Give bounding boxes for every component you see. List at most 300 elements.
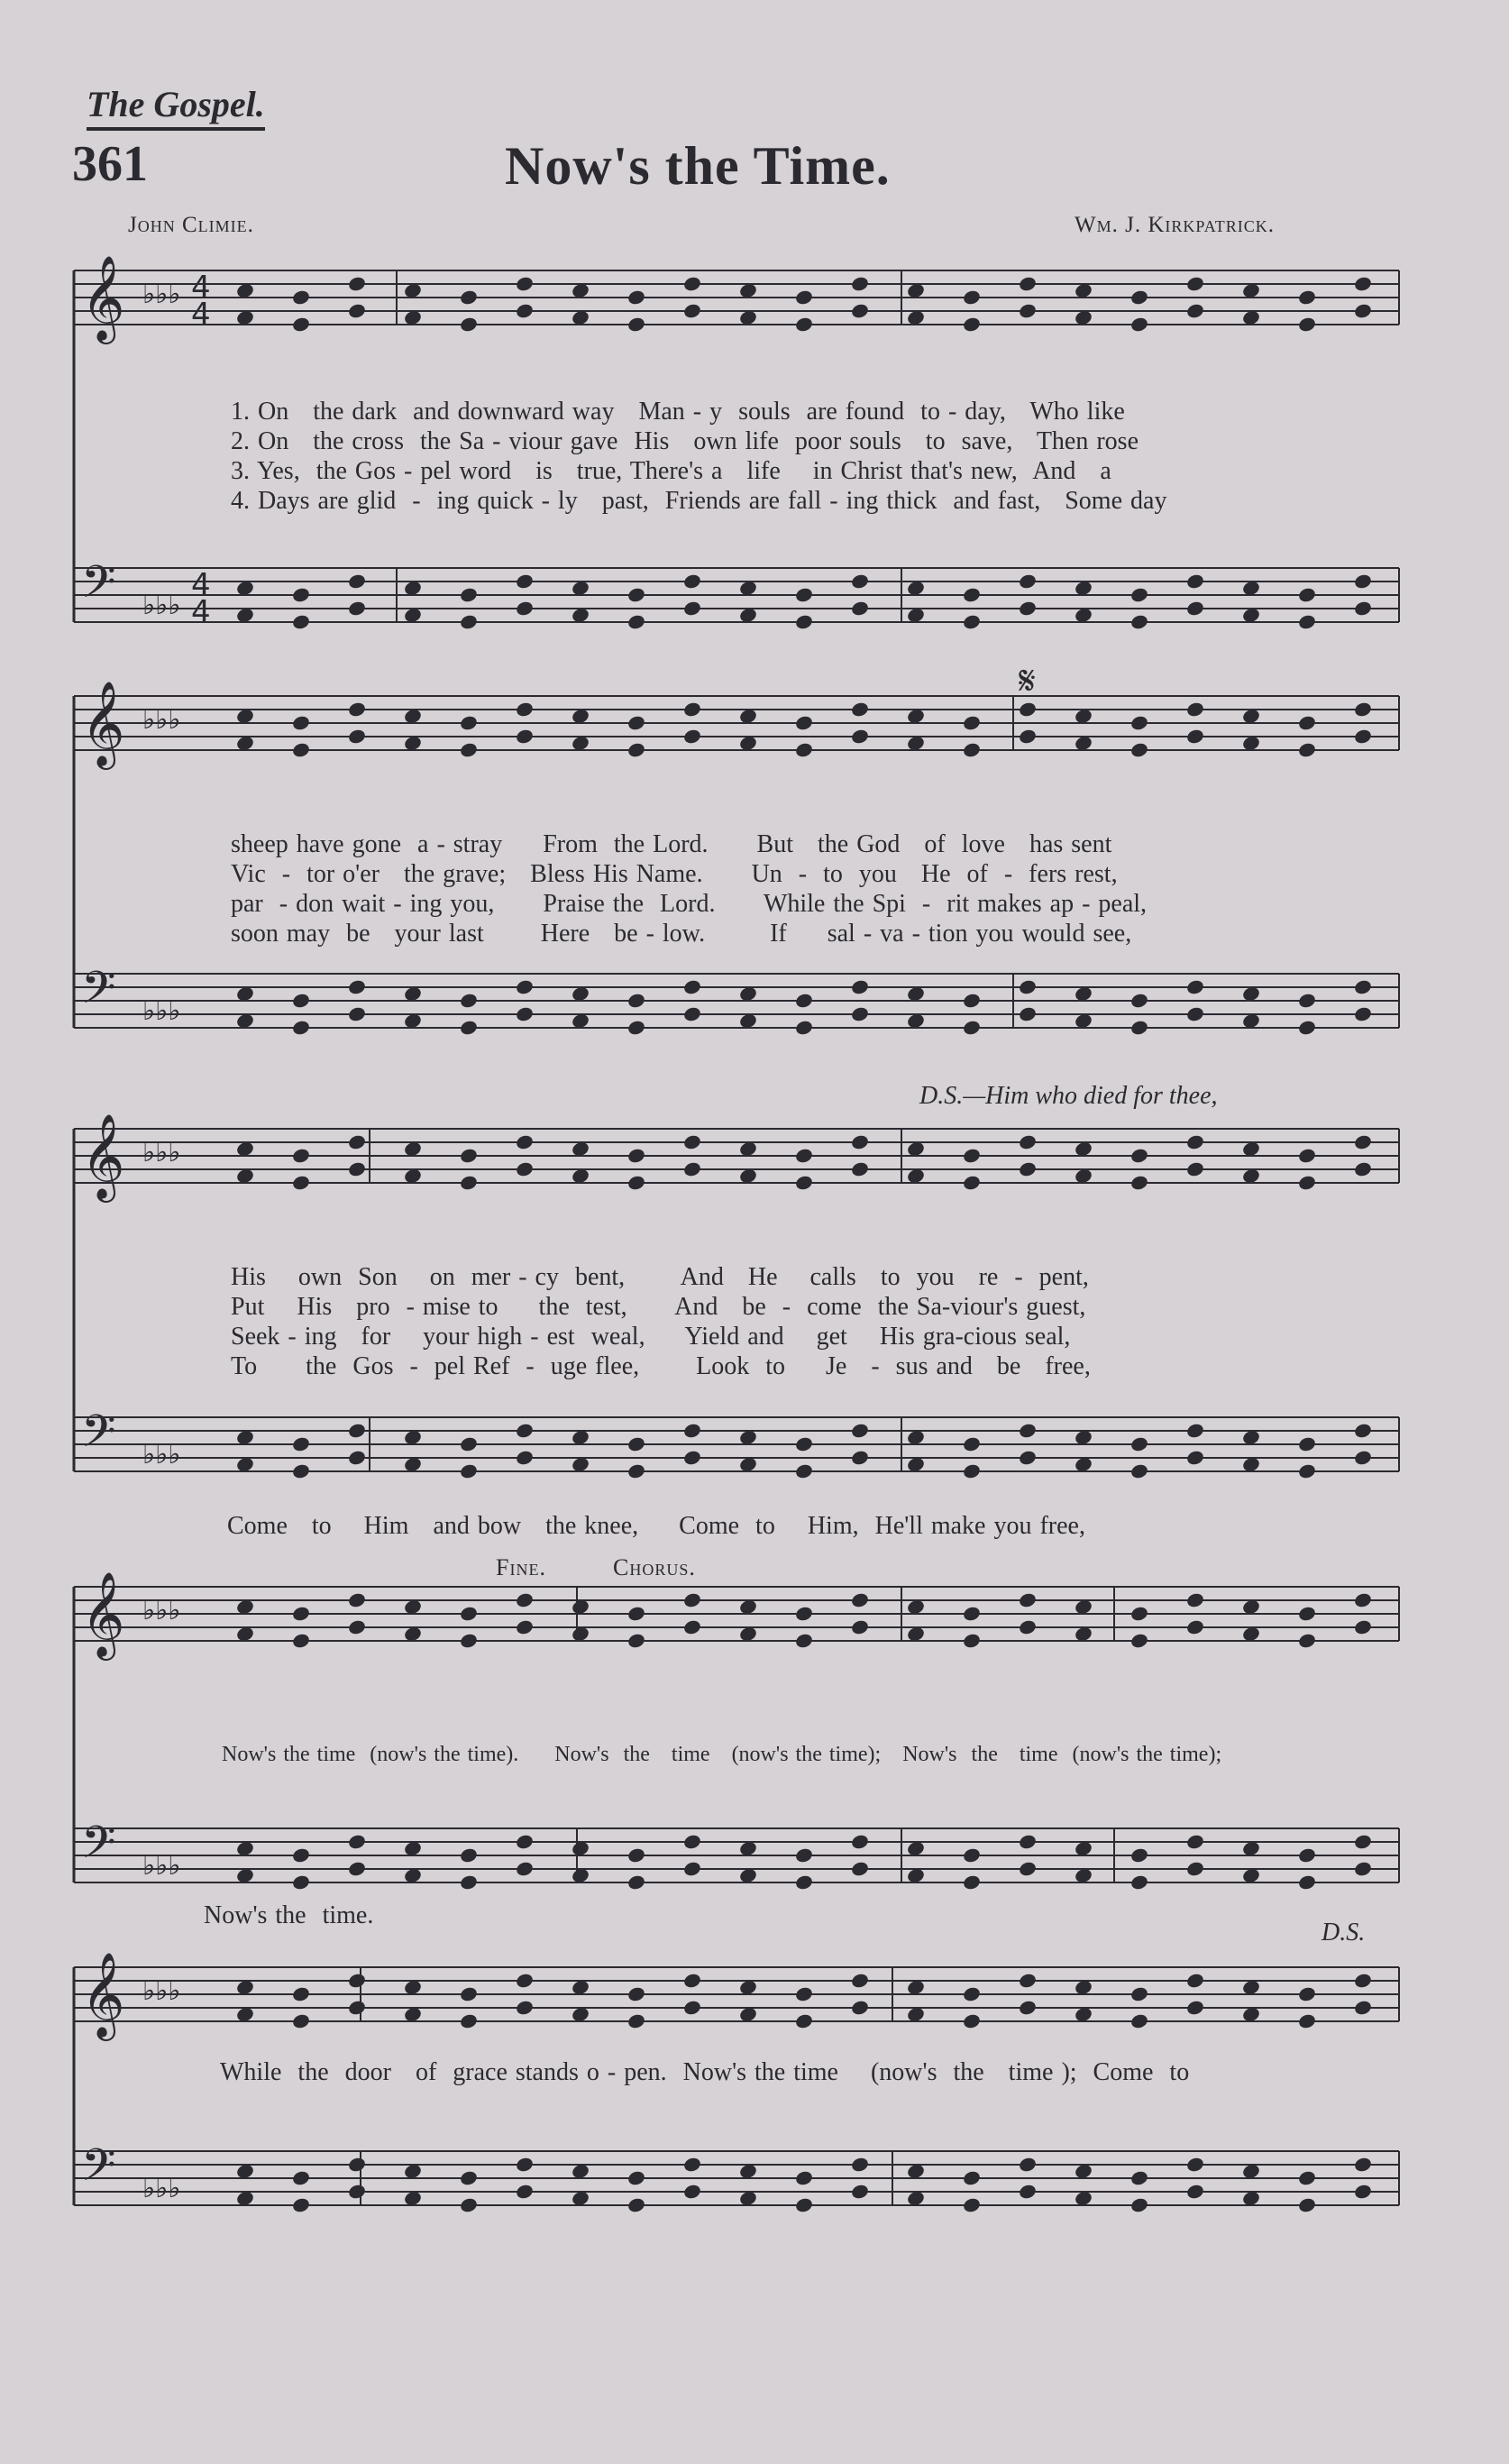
note-head <box>850 275 870 292</box>
note-head <box>682 1449 702 1466</box>
note-head <box>682 302 702 319</box>
note-head <box>1018 1618 1038 1635</box>
note-head <box>347 600 367 617</box>
note-head <box>1185 1160 1205 1177</box>
note-head <box>794 586 814 603</box>
time-signature-icon: 4 <box>191 594 211 630</box>
note-head <box>682 2156 702 2173</box>
note-head <box>626 1462 646 1479</box>
note-head <box>347 302 367 319</box>
key-signature-icon: ♭♭♭ <box>142 1850 181 1882</box>
note-head <box>347 1618 367 1635</box>
note-head <box>515 1591 535 1608</box>
note-head <box>1297 1605 1317 1622</box>
note-head <box>794 316 814 333</box>
note-head <box>347 1133 367 1150</box>
note-head <box>1297 1846 1317 1864</box>
time-signature-icon: 4 <box>191 567 211 603</box>
note-head <box>1018 1833 1038 1850</box>
chorus-treble-words: Now's the time (now's the time). Now's the time (now's the time); Now's the time (now's the time); <box>222 1743 1222 1766</box>
note-head <box>347 728 367 745</box>
note-head <box>1185 1833 1205 1850</box>
note-head <box>794 1846 814 1864</box>
note-head <box>459 1846 479 1864</box>
note-head <box>1018 302 1038 319</box>
note-head <box>1353 978 1373 995</box>
note-head <box>291 1632 311 1649</box>
note-head <box>962 613 982 630</box>
note-head <box>626 741 646 758</box>
key-signature-icon: ♭♭♭ <box>142 704 181 736</box>
verse-line: His own Son on mer - cy bent, And He calls to you re - pent, <box>231 1263 1089 1291</box>
note-head <box>1185 275 1205 292</box>
note-head <box>1018 600 1038 617</box>
system1-lyrics <box>231 397 1166 516</box>
note-head <box>1129 2169 1149 2186</box>
note-head <box>1297 2196 1317 2213</box>
note-head <box>962 1019 982 1036</box>
note-head <box>459 1174 479 1191</box>
note-head <box>1353 1449 1373 1466</box>
author-credit: John Climie. <box>128 213 254 237</box>
note-head <box>626 1174 646 1191</box>
note-head <box>682 1972 702 1989</box>
note-head <box>1297 1435 1317 1452</box>
note-head <box>515 1160 535 1177</box>
note-head <box>962 1873 982 1891</box>
note-head <box>794 2169 814 2186</box>
note-head <box>962 714 982 731</box>
note-head <box>1297 1985 1317 2002</box>
note-head <box>515 302 535 319</box>
verse-line: Seek - ing for your high - est weal, Yield and get His gra-cious seal, <box>231 1323 1071 1351</box>
verse-line: To the Gos - pel Ref - uge flee, Look to Je - sus and be free, <box>231 1352 1091 1380</box>
note-head <box>1129 2012 1149 2029</box>
note-head <box>626 2169 646 2186</box>
key-signature-icon: ♭♭♭ <box>142 1975 181 2007</box>
time-signature-icon: 4 <box>191 270 211 306</box>
note-head <box>626 1605 646 1622</box>
verse-line: Vic - tor o'er the grave; Bless His Name. Un - to you He of - fers rest, <box>231 860 1118 888</box>
note-head <box>347 1972 367 1989</box>
note-head <box>1018 572 1038 590</box>
note-head <box>1353 572 1373 590</box>
note-head <box>515 572 535 590</box>
note-head <box>459 586 479 603</box>
treble-clef-icon: 𝄞 <box>81 1952 125 2038</box>
key-signature-icon: ♭♭♭ <box>142 1439 181 1470</box>
note-head <box>626 1147 646 1164</box>
note-head <box>794 1605 814 1622</box>
note-head <box>682 2183 702 2200</box>
note-head <box>1129 2196 1149 2213</box>
note-head <box>850 1160 870 1177</box>
verse-line: 4. Days are glid - ing quick - ly past, Friends are fall - ing thick and fast, Some day <box>231 487 1167 515</box>
note-head <box>347 572 367 590</box>
note-head <box>962 992 982 1009</box>
note-head <box>1185 1133 1205 1150</box>
note-head <box>347 1160 367 1177</box>
bass-clef-icon: 𝄢 <box>81 1406 116 1469</box>
note-head <box>1129 316 1149 333</box>
note-head <box>962 1632 982 1649</box>
note-head <box>515 728 535 745</box>
note-head <box>682 275 702 292</box>
note-head <box>962 316 982 333</box>
note-head <box>850 1449 870 1466</box>
note-head <box>1297 741 1317 758</box>
key-signature-icon: ♭♭♭ <box>142 590 181 621</box>
note-head <box>515 1133 535 1150</box>
note-head <box>1297 1019 1317 1036</box>
note-head <box>291 1019 311 1036</box>
note-head <box>850 600 870 617</box>
note-head <box>1018 2183 1038 2200</box>
note-head <box>1185 1618 1205 1635</box>
note-head <box>1353 2183 1373 2200</box>
note-head <box>515 275 535 292</box>
note-head <box>850 1005 870 1022</box>
note-head <box>1185 728 1205 745</box>
note-head <box>291 741 311 758</box>
note-head <box>850 1860 870 1877</box>
note-head <box>347 275 367 292</box>
note-head <box>515 1972 535 1989</box>
note-head <box>1353 1618 1373 1635</box>
section-label: The Gospel. <box>87 83 265 131</box>
note-head <box>794 1435 814 1452</box>
note-head <box>459 1873 479 1891</box>
note-head <box>515 2183 535 2200</box>
note-head <box>962 2169 982 2186</box>
note-head <box>1129 1147 1149 1164</box>
composer-credit: Wm. J. Kirkpatrick. <box>1075 213 1275 237</box>
treble-clef-icon: 𝄞 <box>81 255 125 341</box>
note-head <box>1297 1174 1317 1191</box>
note-head <box>515 1860 535 1877</box>
note-head <box>291 1435 311 1452</box>
note-head <box>291 2196 311 2213</box>
bass-clef-icon: 𝄢 <box>81 962 116 1025</box>
note-head <box>291 2012 311 2029</box>
note-head <box>459 1605 479 1622</box>
note-head <box>682 572 702 590</box>
time-signature-icon: 4 <box>191 297 211 333</box>
note-head <box>347 701 367 718</box>
note-head <box>291 289 311 306</box>
note-head <box>459 714 479 731</box>
note-head <box>682 1999 702 2016</box>
note-head <box>850 1833 870 1850</box>
note-head <box>347 1005 367 1022</box>
note-head <box>459 1147 479 1164</box>
note-head <box>1185 600 1205 617</box>
note-head <box>1185 1972 1205 1989</box>
note-head <box>850 701 870 718</box>
note-head <box>1185 1449 1205 1466</box>
note-head <box>1129 1846 1149 1864</box>
note-head <box>626 316 646 333</box>
note-head <box>1185 1422 1205 1439</box>
note-head <box>682 728 702 745</box>
note-head <box>515 1005 535 1022</box>
note-head <box>515 701 535 718</box>
note-head <box>1018 1972 1038 1989</box>
note-head <box>1185 1591 1205 1608</box>
note-head <box>515 1999 535 2016</box>
note-head <box>794 289 814 306</box>
note-head <box>794 714 814 731</box>
note-head <box>626 1632 646 1649</box>
note-head <box>291 1174 311 1191</box>
note-head <box>459 741 479 758</box>
hymn-title: Now's the Time. <box>505 136 891 196</box>
note-head <box>626 1435 646 1452</box>
ds-mark: D.S. <box>1322 1919 1366 1946</box>
note-head <box>1018 1005 1038 1022</box>
chorus-bass-words: Now's the time. <box>204 1901 374 1929</box>
note-head <box>1297 613 1317 630</box>
note-head <box>850 572 870 590</box>
note-head <box>1185 2183 1205 2200</box>
treble-clef-icon: 𝄞 <box>81 1113 125 1199</box>
note-head <box>962 2012 982 2029</box>
note-head <box>459 2012 479 2029</box>
note-head <box>1353 1005 1373 1022</box>
note-head <box>1018 1860 1038 1877</box>
note-head <box>962 1846 982 1864</box>
note-head <box>1353 1591 1373 1608</box>
note-head <box>515 1833 535 1850</box>
note-head <box>515 978 535 995</box>
verse-line: sheep have gone a - stray From the Lord. But the God of love has sent <box>231 830 1112 858</box>
verse-line: 1. On the dark and downward way Man - y souls are found to - day, Who like <box>231 398 1125 426</box>
note-head <box>962 2196 982 2213</box>
note-head <box>850 1972 870 1989</box>
note-head <box>794 1632 814 1649</box>
note-head <box>347 1999 367 2016</box>
bass-clef-icon: 𝄢 <box>81 2139 116 2203</box>
note-head <box>962 1462 982 1479</box>
note-head <box>626 1873 646 1891</box>
note-head <box>1185 978 1205 995</box>
key-signature-icon: ♭♭♭ <box>142 279 181 310</box>
note-head <box>1297 316 1317 333</box>
note-head <box>682 1860 702 1877</box>
note-head <box>850 2156 870 2173</box>
note-head <box>1129 1873 1149 1891</box>
note-head <box>459 1632 479 1649</box>
note-head <box>794 992 814 1009</box>
system5-lyrics: While the door of grace stands o - pen. Now's the time (now's the time ); Come to <box>220 2058 1190 2086</box>
note-head <box>1018 1422 1038 1439</box>
note-head <box>626 992 646 1009</box>
treble-clef-icon: 𝄞 <box>81 681 125 766</box>
note-head <box>850 2183 870 2200</box>
note-head <box>1185 1860 1205 1877</box>
note-head <box>850 1422 870 1439</box>
note-head <box>1297 1632 1317 1649</box>
note-head <box>291 2169 311 2186</box>
note-head <box>626 1985 646 2002</box>
note-head <box>459 1435 479 1452</box>
note-head <box>850 1618 870 1635</box>
note-head <box>682 1591 702 1608</box>
note-head <box>1297 2012 1317 2029</box>
note-head <box>459 2196 479 2213</box>
note-head <box>962 1605 982 1622</box>
note-head <box>1185 701 1205 718</box>
note-head <box>1129 1985 1149 2002</box>
note-head <box>1018 1449 1038 1466</box>
note-head <box>1185 1999 1205 2016</box>
note-head <box>291 1846 311 1864</box>
note-head <box>1297 2169 1317 2186</box>
note-head <box>682 1833 702 1850</box>
treble-clef-icon: 𝄞 <box>81 1571 125 1657</box>
note-head <box>794 1873 814 1891</box>
note-head <box>1018 1999 1038 2016</box>
note-head <box>962 1174 982 1191</box>
fine-mark: Fine. <box>496 1554 546 1580</box>
note-head <box>626 586 646 603</box>
note-head <box>1129 613 1149 630</box>
note-head <box>291 613 311 630</box>
note-head <box>794 1174 814 1191</box>
note-head <box>1353 600 1373 617</box>
hymn-number: 361 <box>72 136 148 192</box>
note-head <box>626 289 646 306</box>
note-head <box>1353 1860 1373 1877</box>
note-head <box>1353 701 1373 718</box>
note-head <box>291 1985 311 2002</box>
note-head <box>1353 1972 1373 1989</box>
note-head <box>347 1422 367 1439</box>
note-head <box>1129 1019 1149 1036</box>
note-head <box>291 1462 311 1479</box>
note-head <box>1129 1632 1149 1649</box>
note-head <box>794 2012 814 2029</box>
note-head <box>1297 586 1317 603</box>
note-head <box>1297 992 1317 1009</box>
segno-icon: 𝄋 <box>1019 658 1036 704</box>
note-head <box>347 2183 367 2200</box>
note-head <box>794 2196 814 2213</box>
note-head <box>1353 2156 1373 2173</box>
note-head <box>347 1591 367 1608</box>
note-head <box>459 289 479 306</box>
note-head <box>962 1147 982 1164</box>
note-head <box>1018 1133 1038 1150</box>
note-head <box>962 741 982 758</box>
note-head <box>682 1618 702 1635</box>
note-head <box>1353 1833 1373 1850</box>
note-head <box>1185 572 1205 590</box>
note-head <box>459 613 479 630</box>
note-head <box>1297 1462 1317 1479</box>
note-head <box>1185 1005 1205 1022</box>
note-head <box>794 1019 814 1036</box>
note-head <box>1018 978 1038 995</box>
note-head <box>1018 728 1038 745</box>
note-head <box>1018 1591 1038 1608</box>
note-head <box>347 1860 367 1877</box>
note-head <box>1297 1873 1317 1891</box>
note-head <box>850 1999 870 2016</box>
note-head <box>962 289 982 306</box>
note-head <box>850 302 870 319</box>
note-head <box>626 2196 646 2213</box>
note-head <box>1129 1462 1149 1479</box>
note-head <box>1353 1422 1373 1439</box>
note-head <box>1129 714 1149 731</box>
note-head <box>1353 275 1373 292</box>
note-head <box>794 613 814 630</box>
note-head <box>626 613 646 630</box>
note-head <box>682 1160 702 1177</box>
note-head <box>850 728 870 745</box>
note-head <box>1297 1147 1317 1164</box>
note-head <box>682 1422 702 1439</box>
note-head <box>515 1449 535 1466</box>
note-head <box>850 1591 870 1608</box>
note-head <box>1353 1160 1373 1177</box>
note-head <box>1185 2156 1205 2173</box>
note-head <box>1018 2156 1038 2173</box>
ds-lyric-line: D.S.—Him who died for thee, <box>919 1082 1218 1110</box>
chorus-mark: Chorus. <box>613 1554 696 1580</box>
note-head <box>515 600 535 617</box>
note-head <box>291 714 311 731</box>
note-head <box>626 714 646 731</box>
note-head <box>1129 741 1149 758</box>
note-head <box>682 1005 702 1022</box>
note-head <box>347 1449 367 1466</box>
note-head <box>1018 275 1038 292</box>
note-head <box>515 1618 535 1635</box>
note-head <box>1018 1160 1038 1177</box>
note-head <box>1297 289 1317 306</box>
note-head <box>794 1462 814 1479</box>
system2-lyrics <box>231 829 1147 948</box>
note-head <box>459 1985 479 2002</box>
note-head <box>850 1133 870 1150</box>
note-head <box>962 1985 982 2002</box>
note-head <box>459 992 479 1009</box>
bass-clef-icon: 𝄢 <box>81 1817 116 1880</box>
note-head <box>459 1019 479 1036</box>
note-head <box>515 1422 535 1439</box>
note-head <box>962 586 982 603</box>
verse-line: Put His pro - mise to the test, And be - come the Sa-viour's guest, <box>231 1293 1086 1321</box>
note-head <box>850 978 870 995</box>
note-head <box>1129 1435 1149 1452</box>
note-head <box>291 992 311 1009</box>
note-head <box>347 2156 367 2173</box>
note-head <box>1129 1174 1149 1191</box>
note-head <box>682 701 702 718</box>
note-head <box>682 600 702 617</box>
note-head <box>1185 302 1205 319</box>
note-head <box>794 741 814 758</box>
note-head <box>1129 1605 1149 1622</box>
note-head <box>1353 1999 1373 2016</box>
key-signature-icon: ♭♭♭ <box>142 995 181 1027</box>
note-head <box>1353 728 1373 745</box>
note-head <box>626 1846 646 1864</box>
note-head <box>794 1985 814 2002</box>
note-head <box>1297 714 1317 731</box>
